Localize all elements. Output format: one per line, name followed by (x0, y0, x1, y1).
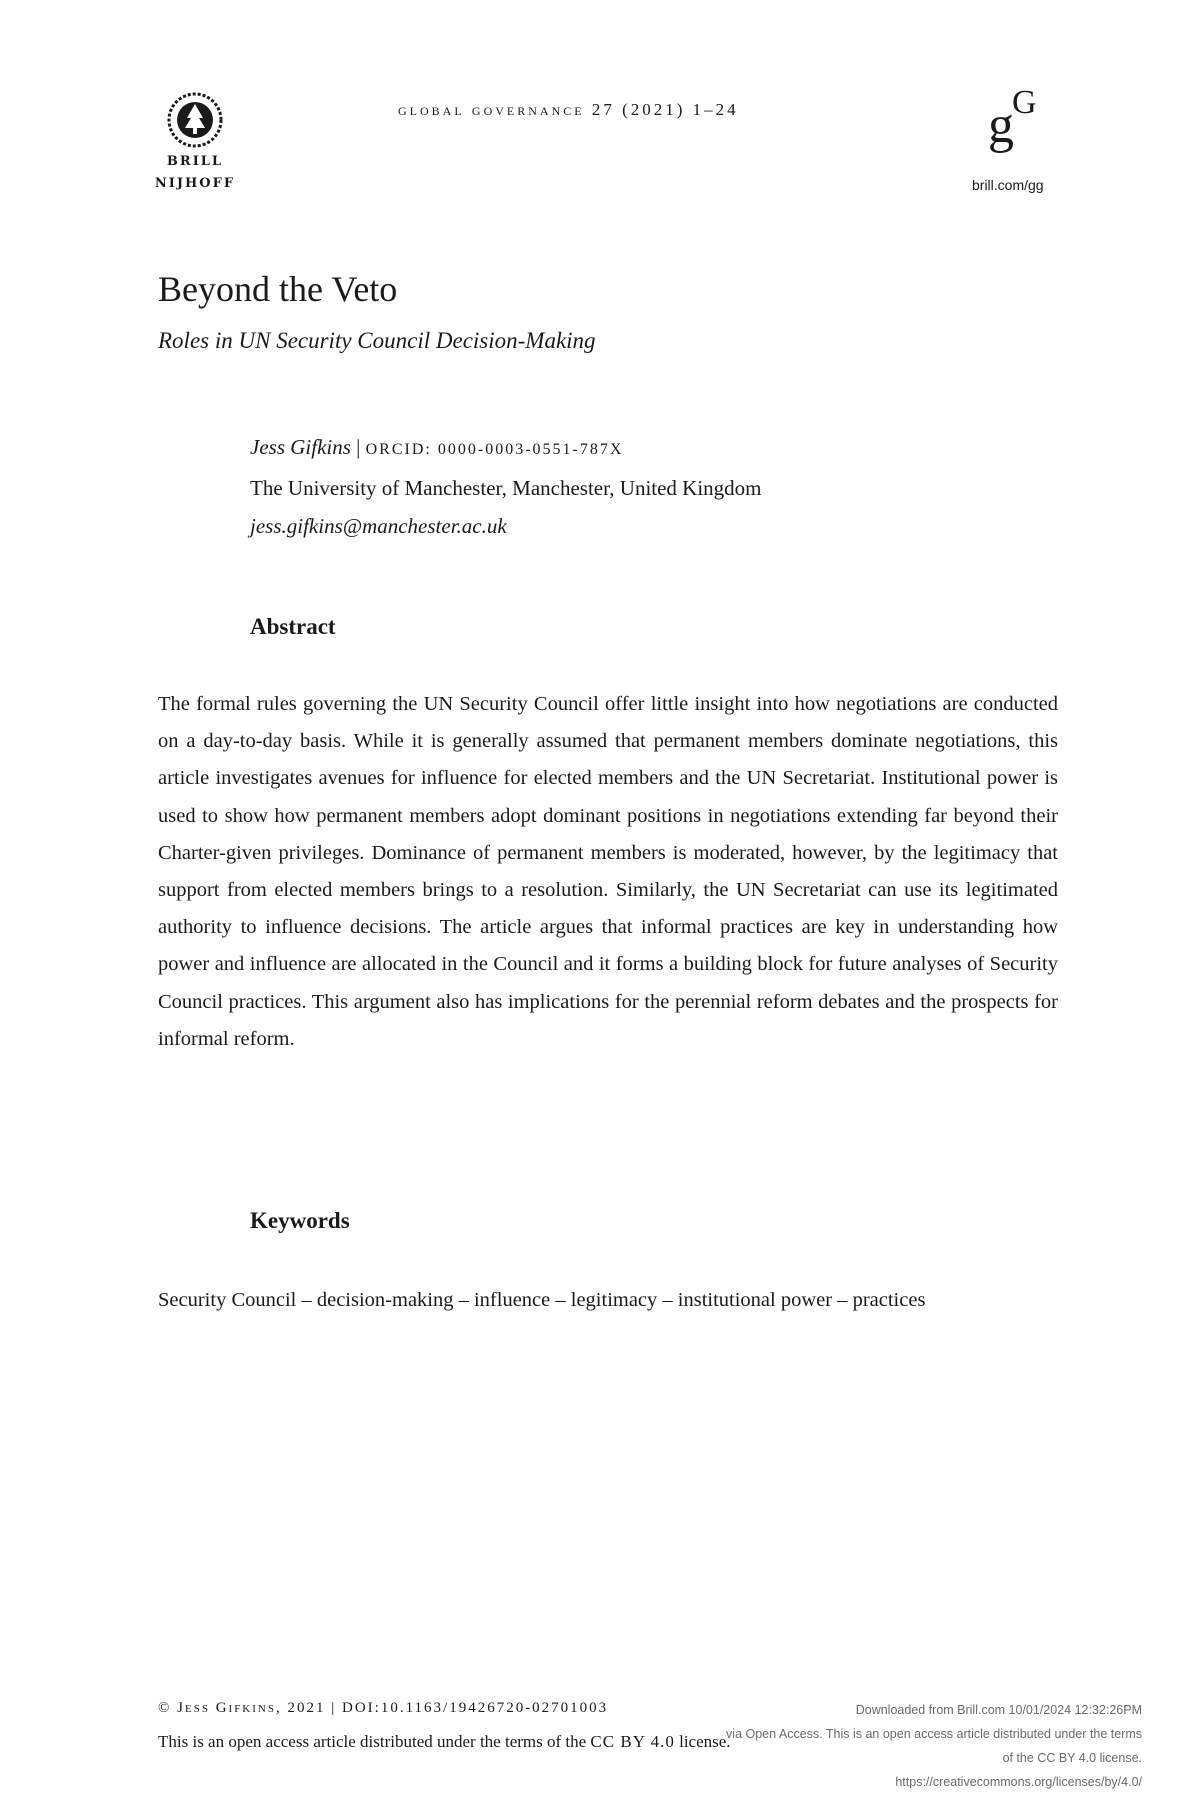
gg-journal-logo (980, 86, 1050, 158)
copyright-line (158, 1700, 608, 1717)
gg-logo-big-letter: G (1012, 84, 1037, 121)
doi-link[interactable]: DOI:10.1163/19426720-02701003 (342, 1700, 609, 1716)
keywords-heading: Keywords (250, 1208, 350, 1233)
license-url[interactable]: https://creativecommons.org/licenses/by/4.0/ (895, 1775, 1142, 1789)
abstract-heading: Abstract (250, 614, 336, 639)
download-watermark (680, 1698, 1142, 1794)
brill-nijhoff-logo (150, 92, 240, 192)
journal-citation: global governance 27 (2021) 1–24 (398, 100, 739, 119)
copyright-symbol: © (158, 1700, 172, 1716)
journal-site-link[interactable] (972, 177, 1044, 193)
author-email[interactable]: jess.gifkins@manchester.ac.uk (250, 514, 507, 538)
downloaded-note: Downloaded from Brill.com 10/01/2024 12:32:26PM (855, 1703, 1142, 1717)
author-line (250, 428, 762, 469)
author-separator: | (350, 435, 366, 459)
open-access-note: via Open Access. This is an open access article distributed under the terms (726, 1727, 1142, 1741)
orcid-id[interactable]: 0000-0003-0551-787X (437, 441, 624, 458)
publisher-name-brill: BRILL (166, 154, 224, 169)
publisher-name-nijhoff: NIJHOFF (154, 176, 236, 191)
author-affiliation: The University of Manchester, Manchester, United Kingdom (250, 476, 762, 500)
license-prefix: This is an open access article distributed under the terms of the (158, 1732, 591, 1751)
license-reference: of the CC BY 4.0 license. (1002, 1751, 1142, 1765)
license-name-link[interactable]: CC BY 4.0 (590, 1732, 675, 1751)
site-link-suffix[interactable]: gg (1028, 177, 1044, 193)
license-suffix: license. (674, 1732, 731, 1751)
copyright-separator: | (331, 1700, 337, 1716)
license-statement (158, 1732, 731, 1752)
brill-tree-seal-icon (163, 92, 227, 148)
article-subtitle: Roles in UN Security Council Decision-Making (158, 328, 596, 353)
author-block (250, 428, 762, 545)
author-name: Jess Gifkins (250, 435, 351, 459)
keywords-list: Security Council – decision-making – influence – legitimacy – institutional power – practices (158, 1289, 926, 1311)
abstract-body: The formal rules governing the UN Security Council offer little insight into how negotiations are conducted on a day-to-day basis. While it is generally assumed that permanent members dominate negotiations, this article investigates avenues for influence for elected members and the UN Secretariat. Institutional power is used to show how permanent members adopt dominant positions in negotiations extending far beyond their Charter-given privileges. Dominance of permanent members is moderated, however, by the legitimacy that support from elected members brings to a resolution. Similarly, the UN Secretariat can use its legitimated authority to influence decisions. The article argues that informal practices are key in understanding how power and influence are allocated in the Council and it forms a building block for future analyses of Security Council practices. This argument also has implications for the perennial reform debates and the prospects for informal reform. (158, 693, 1058, 1050)
article-title: Beyond the Veto (158, 269, 398, 309)
orcid-label: ORCID: (365, 441, 438, 458)
copyright-holder: Jess Gifkins, 2021 (177, 1700, 326, 1716)
gg-logo-small-letter: g (988, 97, 1014, 154)
site-prefix: brill.com/ (972, 177, 1029, 193)
